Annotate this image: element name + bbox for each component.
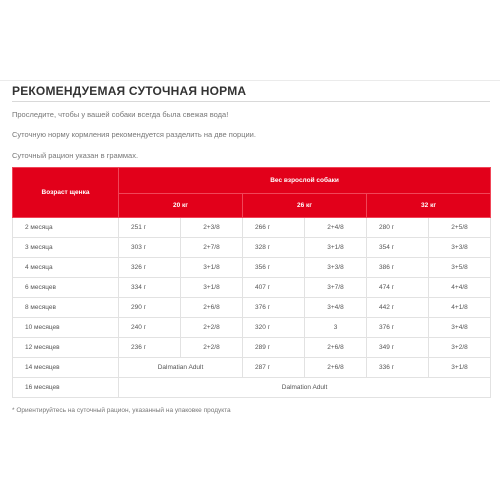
grams-cell: 386 г (367, 258, 429, 278)
cups-cell: 4+4/8 (429, 278, 491, 298)
fresh-water-note: Проследите, чтобы у вашей собаки всегда была свежая вода! (12, 110, 229, 119)
grams-cell: 356 г (243, 258, 305, 278)
table-row (13, 378, 491, 398)
cups-cell: 3+3/8 (305, 258, 367, 278)
cups-cell: 2+2/8 (181, 318, 243, 338)
adult-food-cell: Dalmatian Adult (119, 358, 243, 378)
age-cell: 8 месяцев (13, 298, 119, 318)
grams-note: Суточный рацион указан в граммах. (12, 151, 139, 160)
cups-cell: 4+1/8 (429, 298, 491, 318)
grams-cell: 236 г (119, 338, 181, 358)
grams-cell: 251 г (119, 218, 181, 238)
cups-cell: 2+6/8 (305, 338, 367, 358)
age-cell: 10 месяцев (13, 318, 119, 338)
weight-32kg-header: 32 кг (367, 194, 491, 218)
cups-cell: 3+5/8 (429, 258, 491, 278)
table-row (13, 238, 491, 258)
two-portions-note: Суточную норму кормления рекомендуется разделить на две порции. (12, 130, 256, 139)
cups-cell: 3+1/8 (429, 358, 491, 378)
weight-20kg-header: 20 кг (119, 194, 243, 218)
cups-cell: 2+6/8 (181, 298, 243, 318)
grams-cell: 287 г (243, 358, 305, 378)
grams-cell: 290 г (119, 298, 181, 318)
feeding-table (12, 167, 491, 398)
grams-cell: 289 г (243, 338, 305, 358)
table-row (13, 298, 491, 318)
cups-cell: 3+4/8 (429, 318, 491, 338)
age-cell: 16 месяцев (13, 378, 119, 398)
cups-cell: 3+1/8 (305, 238, 367, 258)
age-cell: 3 месяца (13, 238, 119, 258)
cups-cell: 2+4/8 (305, 218, 367, 238)
table-row (13, 278, 491, 298)
grams-cell: 328 г (243, 238, 305, 258)
grams-cell: 266 г (243, 218, 305, 238)
age-cell: 2 месяца (13, 218, 119, 238)
cups-cell: 2+7/8 (181, 238, 243, 258)
top-band (0, 0, 500, 81)
grams-cell: 280 г (367, 218, 429, 238)
table-row (13, 358, 491, 378)
adult-weight-header: Вес взрослой собаки (119, 168, 491, 194)
cups-cell: 3+3/8 (429, 238, 491, 258)
grams-cell: 407 г (243, 278, 305, 298)
grams-cell: 240 г (119, 318, 181, 338)
weight-26kg-header: 26 кг (243, 194, 367, 218)
title-divider (12, 101, 490, 102)
age-cell: 12 месяцев (13, 338, 119, 358)
adult-food-cell: Dalmation Adult (119, 378, 491, 398)
grams-cell: 303 г (119, 238, 181, 258)
cups-cell: 3+2/8 (429, 338, 491, 358)
age-column-header: Возраст щенка (13, 168, 119, 218)
cups-cell: 3+1/8 (181, 278, 243, 298)
grams-cell: 442 г (367, 298, 429, 318)
age-cell: 4 месяца (13, 258, 119, 278)
table-row (13, 218, 491, 238)
cups-cell: 3+1/8 (181, 258, 243, 278)
grams-cell: 474 г (367, 278, 429, 298)
grams-cell: 320 г (243, 318, 305, 338)
footnote: * Ориентируйтесь на суточный рацион, указанный на упаковке продукта (12, 407, 231, 414)
grams-cell: 334 г (119, 278, 181, 298)
table-row (13, 338, 491, 358)
cups-cell: 2+2/8 (181, 338, 243, 358)
table-row (13, 318, 491, 338)
age-cell: 14 месяцев (13, 358, 119, 378)
cups-cell: 2+6/8 (305, 358, 367, 378)
cups-cell: 3+4/8 (305, 298, 367, 318)
cups-cell: 3+7/8 (305, 278, 367, 298)
grams-cell: 336 г (367, 358, 429, 378)
cups-cell: 2+3/8 (181, 218, 243, 238)
age-cell: 6 месяцев (13, 278, 119, 298)
cups-cell: 3 (305, 318, 367, 338)
grams-cell: 376 г (243, 298, 305, 318)
grams-cell: 354 г (367, 238, 429, 258)
table-row (13, 258, 491, 278)
grams-cell: 349 г (367, 338, 429, 358)
page-title: РЕКОМЕНДУЕМАЯ СУТОЧНАЯ НОРМА (12, 84, 247, 98)
grams-cell: 376 г (367, 318, 429, 338)
cups-cell: 2+5/8 (429, 218, 491, 238)
grams-cell: 326 г (119, 258, 181, 278)
